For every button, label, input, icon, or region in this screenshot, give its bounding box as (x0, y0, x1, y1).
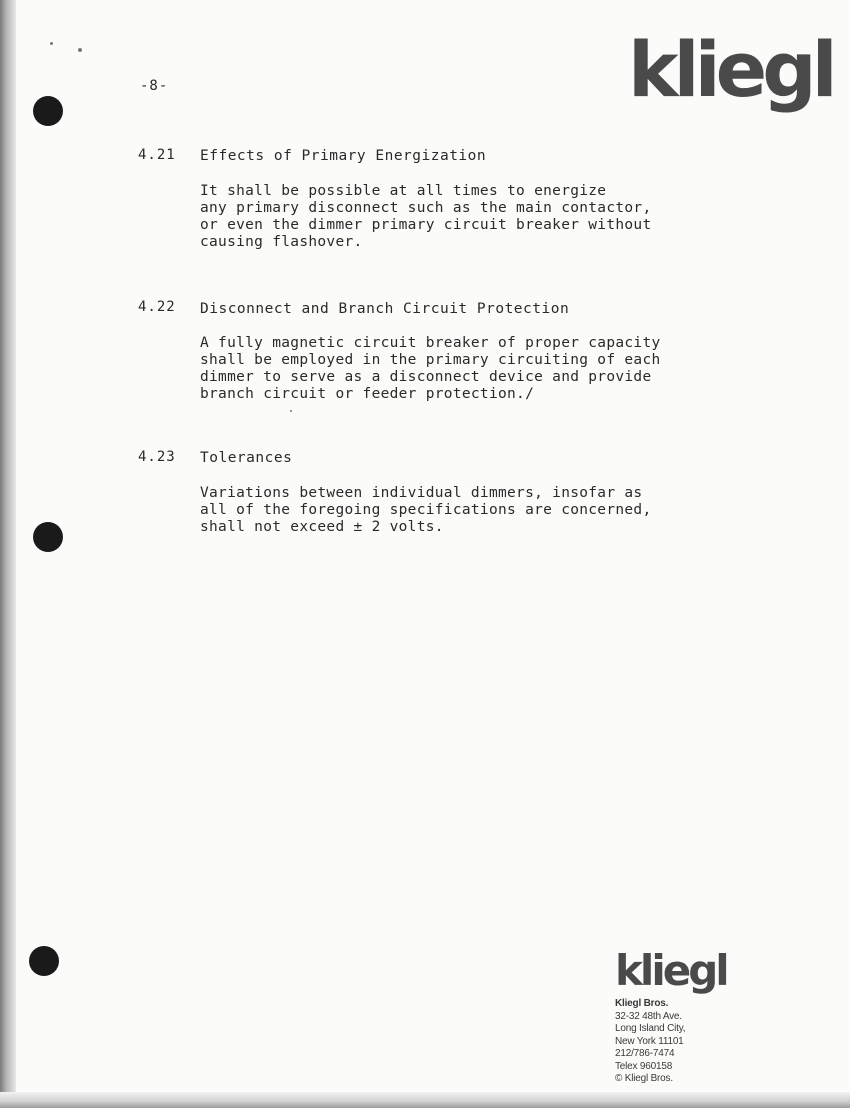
section-number: 4.22 (138, 299, 176, 315)
punch-hole-middle (33, 522, 63, 552)
body-line: or even the dimmer primary circuit breaker without (200, 217, 652, 233)
body-line: any primary disconnect such as the main contactor, (200, 200, 652, 216)
telex-line: Telex 960158 (615, 1060, 673, 1072)
scan-bottom-edge (0, 1092, 850, 1108)
kliegl-footer-logo: kliegl (615, 946, 727, 995)
kliegl-logo: kliegl (628, 25, 833, 114)
company-name: Kliegl Bros. (615, 998, 669, 1009)
section-title: Effects of Primary Energization (200, 148, 487, 164)
body-line: It shall be possible at all times to energize (200, 183, 607, 199)
section-body (200, 485, 740, 536)
body-line: A fully magnetic circuit breaker of proper capacity (200, 335, 661, 351)
body-line: shall not exceed ± 2 volts. (200, 519, 444, 535)
scan-speck (78, 48, 82, 52)
section-title: Tolerances (200, 450, 293, 466)
punch-hole-bottom (29, 946, 59, 976)
scan-left-edge (0, 0, 16, 1108)
section-body (200, 183, 740, 251)
body-line: Variations between individual dimmers, insofar as (200, 485, 643, 501)
section-number: 4.23 (138, 449, 176, 465)
scan-speck (50, 42, 53, 45)
section-title: Disconnect and Branch Circuit Protection (200, 301, 570, 317)
company-footer (615, 946, 727, 1086)
address-line: 32-32 48th Ave. (615, 1010, 682, 1022)
address-line: New York 11101 (615, 1035, 684, 1047)
section-body (200, 335, 740, 403)
address-line: Long Island City, (615, 1023, 686, 1034)
phone-line: 212/786-7474 (615, 1048, 675, 1059)
section-number: 4.21 (138, 147, 176, 163)
body-line: branch circuit or feeder protection./ (200, 386, 535, 402)
body-line: all of the foregoing specifications are concerned, (200, 502, 652, 518)
body-line: shall be employed in the primary circuiting of each (200, 352, 661, 368)
scan-speck (290, 410, 292, 412)
copyright-line: © Kliegl Bros. (615, 1073, 673, 1084)
body-line: dimmer to serve as a disconnect device and provide (200, 369, 652, 385)
body-line: causing flashover. (200, 234, 363, 250)
page-number: -8- (140, 78, 169, 94)
punch-hole-top (33, 96, 63, 126)
